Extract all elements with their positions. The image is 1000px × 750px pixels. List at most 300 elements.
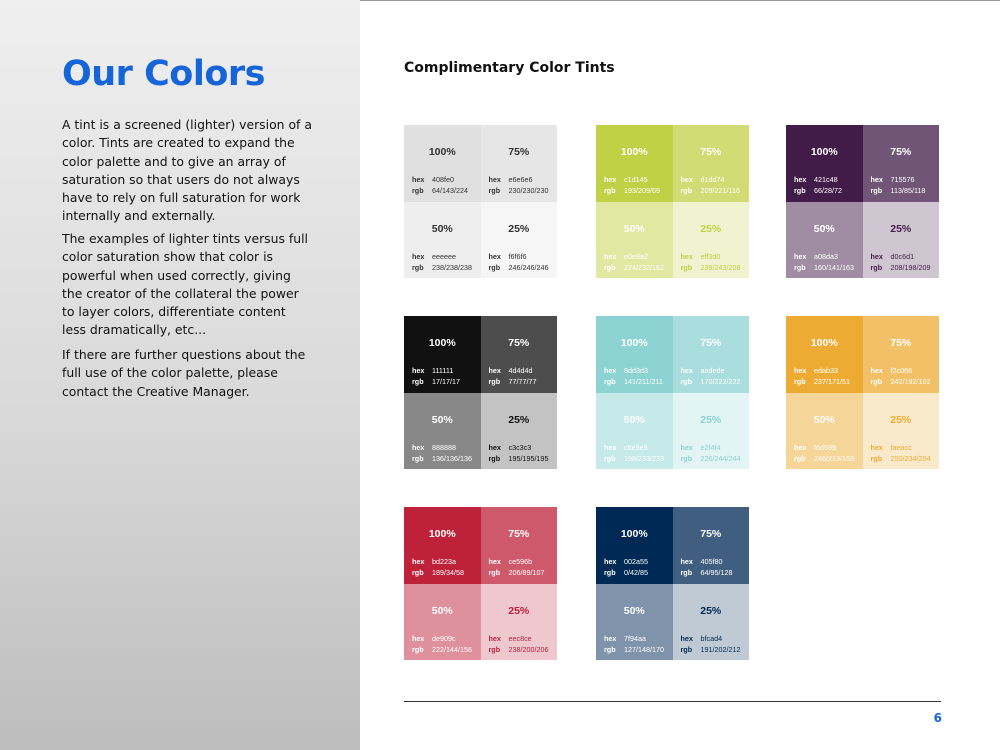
hex-value: c6e9e9	[624, 442, 648, 452]
hex-value: a08da3	[814, 251, 838, 261]
rgb-value: 238/200/206	[508, 644, 549, 654]
hex-value: faeacc	[890, 442, 912, 452]
rgb-value: 242/192/102	[890, 377, 931, 386]
hex-row	[681, 633, 741, 644]
rgb-label: rgb	[604, 377, 616, 386]
color-tile	[404, 584, 481, 661]
hex-value: bd223a	[432, 557, 456, 566]
hex-value: f6f6f6	[508, 251, 527, 261]
color-values	[604, 174, 660, 196]
tint-percent: 75%	[700, 528, 722, 540]
rgb-value: 17/17/17	[432, 377, 460, 386]
palette-light-gray	[404, 125, 557, 278]
color-values	[871, 251, 931, 273]
hex-label: hex	[680, 251, 693, 261]
hex-row	[681, 442, 741, 453]
color-tile	[863, 202, 940, 279]
hex-row	[871, 174, 926, 185]
tint-percent: 100%	[428, 528, 456, 540]
color-tile	[673, 507, 750, 584]
tint-percent: 75%	[508, 146, 530, 158]
hex-value: 4d4d4d	[508, 366, 533, 375]
hex-row	[604, 174, 660, 185]
hex-row	[794, 442, 854, 453]
color-tile	[481, 507, 558, 584]
rgb-value: 226/244/244	[700, 453, 741, 463]
rgb-row	[604, 185, 660, 196]
rgb-label: rgb	[604, 644, 616, 654]
tint-percent: 50%	[431, 604, 453, 617]
color-tile	[786, 202, 863, 279]
color-values	[681, 442, 741, 464]
tint-percent: 50%	[431, 413, 453, 426]
hex-row	[412, 174, 468, 185]
rgb-label: rgb	[870, 453, 883, 463]
hex-value: e6e6e6	[508, 175, 533, 184]
palette-purple	[786, 125, 939, 278]
rgb-label: rgb	[604, 262, 616, 272]
rgb-label: rgb	[412, 453, 424, 463]
hex-label: hex	[604, 366, 617, 375]
palette-lime	[596, 125, 749, 278]
color-values	[412, 365, 460, 387]
examples-paragraph: The examples of lighter tints versus full color saturation show that color is powerful when used correctly, giving the creator of the collateral the power to layer colors, differentiate content less dramatically, etc...	[62, 231, 308, 338]
hex-value: bfcad4	[700, 633, 723, 643]
tint-percent: 75%	[700, 337, 722, 349]
color-tile	[673, 202, 750, 279]
hex-row	[794, 365, 850, 376]
rgb-row	[681, 567, 733, 578]
hex-value: d0c6d1	[890, 251, 915, 261]
color-tile	[481, 125, 558, 202]
hex-row	[489, 556, 545, 567]
hex-value: de909c	[432, 633, 456, 643]
rgb-label: rgb	[794, 186, 806, 195]
color-values	[871, 442, 931, 464]
rgb-value: 66/28/72	[814, 186, 842, 195]
rgb-row	[794, 453, 854, 464]
rgb-row	[412, 567, 464, 578]
color-values	[794, 251, 854, 273]
section-subtitle: Complimentary Color Tints	[404, 60, 615, 76]
hex-value: eec8ce	[508, 633, 532, 643]
hex-row	[871, 442, 931, 453]
rgb-row	[871, 453, 931, 464]
color-values	[604, 442, 664, 464]
rgb-value: 127/148/170	[624, 644, 664, 654]
rgb-value: 160/141/163	[814, 262, 854, 272]
color-values	[681, 251, 741, 273]
hex-row	[412, 365, 460, 376]
color-values	[489, 442, 549, 464]
tint-percent: 100%	[620, 528, 648, 540]
hex-label: hex	[488, 251, 501, 261]
page-number: 6	[933, 711, 942, 725]
color-values	[604, 633, 664, 655]
color-tile	[786, 125, 863, 202]
rgb-label: rgb	[488, 186, 501, 195]
hex-value: 408fe0	[432, 175, 454, 184]
tint-percent: 100%	[620, 337, 648, 349]
hex-row	[604, 633, 664, 644]
rgb-value: 238/238/238	[432, 262, 472, 272]
color-values	[604, 251, 664, 273]
hex-label: hex	[680, 633, 693, 643]
page-title: Our Colors	[62, 54, 265, 94]
tint-percent: 75%	[508, 528, 530, 540]
rgb-label: rgb	[412, 262, 424, 272]
color-tile	[863, 316, 940, 393]
hex-row	[604, 251, 664, 262]
rgb-row	[412, 262, 472, 273]
tint-percent: 50%	[623, 413, 645, 426]
color-values	[412, 442, 472, 464]
rgb-row	[794, 262, 854, 273]
rgb-label: rgb	[680, 568, 693, 577]
hex-value: aadede	[700, 366, 725, 375]
color-tile	[596, 125, 673, 202]
color-tile	[673, 125, 750, 202]
rgb-value: 113/85/118	[890, 186, 926, 195]
rgb-value: 189/34/58	[432, 568, 464, 577]
hex-label: hex	[412, 251, 425, 261]
rgb-row	[794, 376, 850, 387]
hex-row	[794, 251, 854, 262]
color-values	[489, 365, 537, 387]
hex-label: hex	[604, 175, 617, 184]
color-values	[412, 174, 468, 196]
hex-label: hex	[680, 175, 693, 184]
color-tile	[596, 316, 673, 393]
tint-percent: 75%	[890, 337, 912, 349]
rgb-row	[412, 644, 472, 655]
color-values	[604, 556, 648, 578]
color-tile	[673, 393, 750, 470]
contact-paragraph: If there are further questions about the full use of the color palette, please contact the Creative Manager.	[62, 347, 306, 399]
tint-percent: 25%	[700, 413, 722, 426]
tint-percent: 25%	[890, 413, 912, 426]
top-rule	[360, 0, 1000, 1]
hex-label: hex	[488, 557, 501, 566]
color-values	[871, 174, 926, 196]
color-values	[489, 251, 549, 273]
rgb-row	[489, 376, 537, 387]
tint-percent: 50%	[623, 604, 645, 617]
tint-percent: 100%	[620, 146, 648, 158]
hex-value: 111111	[432, 366, 454, 375]
rgb-label: rgb	[488, 644, 501, 654]
hex-value: 7f94aa	[624, 633, 646, 643]
tint-percent: 50%	[813, 413, 835, 426]
hex-label: hex	[604, 557, 617, 566]
rgb-row	[489, 453, 549, 464]
rgb-row	[604, 453, 664, 464]
rgb-value: 237/171/51	[814, 377, 850, 386]
hex-row	[871, 365, 931, 376]
color-values	[681, 174, 740, 196]
rgb-label: rgb	[488, 377, 501, 386]
rgb-value: 250/234/204	[890, 453, 931, 463]
rgb-value: 77/77/77	[508, 377, 537, 386]
rgb-value: 222/144/156	[432, 644, 472, 654]
color-values	[489, 633, 549, 655]
hex-label: hex	[870, 175, 883, 184]
color-tile	[673, 316, 750, 393]
rgb-row	[794, 185, 842, 196]
hex-value: 8dd3d3	[624, 366, 648, 375]
hex-label: hex	[870, 251, 883, 261]
hex-label: hex	[412, 442, 425, 452]
hex-label: hex	[794, 442, 807, 452]
rgb-label: rgb	[870, 186, 883, 195]
hex-label: hex	[488, 633, 501, 643]
hex-value: 715576	[890, 175, 915, 184]
hex-label: hex	[680, 366, 693, 375]
color-tile	[404, 125, 481, 202]
tint-percent: 50%	[813, 222, 835, 235]
rgb-row	[681, 376, 741, 387]
color-values	[604, 365, 663, 387]
rgb-value: 0/42/85	[624, 568, 648, 577]
rgb-row	[412, 185, 468, 196]
hex-value: eff3d0	[700, 251, 721, 261]
hex-value: f2c066	[890, 366, 913, 375]
hex-value: d1dd74	[700, 175, 725, 184]
rgb-label: rgb	[680, 453, 693, 463]
rgb-row	[412, 376, 460, 387]
hex-row	[681, 174, 740, 185]
rgb-value: 195/195/195	[508, 453, 549, 463]
color-tile	[786, 393, 863, 470]
rgb-label: rgb	[680, 377, 693, 386]
color-values	[412, 633, 472, 655]
rgb-value: 64/143/224	[432, 186, 468, 195]
hex-row	[604, 442, 664, 453]
rgb-label: rgb	[488, 568, 501, 577]
rgb-value: 141/211/211	[624, 377, 663, 386]
hex-row	[489, 365, 537, 376]
intro-paragraph: A tint is a screened (lighter) version of a color. Tints are created to expand the color palette and to give an array of saturation so that users do not always have to rely on full saturation for work internally and externally.	[62, 117, 312, 224]
rgb-label: rgb	[680, 262, 693, 272]
rgb-label: rgb	[794, 377, 806, 386]
hex-value: e2f4f4	[700, 442, 721, 452]
color-values	[681, 633, 741, 655]
rgb-label: rgb	[488, 262, 501, 272]
hex-row	[412, 633, 472, 644]
color-values	[412, 251, 472, 273]
rgb-row	[681, 453, 741, 464]
color-tile	[404, 202, 481, 279]
rgb-label: rgb	[412, 377, 424, 386]
color-tile	[481, 202, 558, 279]
color-tile	[404, 393, 481, 470]
rgb-row	[489, 262, 549, 273]
color-values	[489, 556, 545, 578]
rgb-value: 239/243/208	[700, 262, 741, 272]
color-values	[871, 365, 931, 387]
rgb-label: rgb	[488, 453, 501, 463]
hex-label: hex	[680, 442, 693, 452]
hex-row	[489, 633, 549, 644]
hex-label: hex	[794, 251, 807, 261]
tint-percent: 25%	[890, 222, 912, 235]
color-tile	[481, 316, 558, 393]
hex-label: hex	[794, 366, 807, 375]
hex-row	[412, 556, 464, 567]
hex-label: hex	[488, 175, 501, 184]
rgb-row	[871, 376, 931, 387]
tint-percent: 25%	[508, 413, 530, 426]
hex-row	[412, 251, 472, 262]
rgb-value: 206/89/107	[508, 568, 545, 577]
rgb-label: rgb	[604, 186, 616, 195]
footer-rule	[404, 701, 941, 702]
hex-row	[412, 442, 472, 453]
palette-orange	[786, 316, 939, 469]
rgb-label: rgb	[794, 262, 806, 272]
rgb-row	[604, 644, 664, 655]
hex-value: 888888	[432, 442, 456, 452]
tint-percent: 25%	[508, 604, 530, 617]
hex-label: hex	[488, 442, 501, 452]
rgb-row	[412, 453, 472, 464]
rgb-row	[681, 644, 741, 655]
rgb-value: 136/136/136	[432, 453, 472, 463]
color-tile	[404, 507, 481, 584]
hex-label: hex	[794, 175, 807, 184]
tint-percent: 50%	[623, 222, 645, 235]
hex-value: e0e8a2	[624, 251, 648, 261]
rgb-value: 191/202/212	[700, 644, 741, 654]
rgb-row	[604, 262, 664, 273]
hex-label: hex	[870, 366, 883, 375]
hex-label: hex	[604, 251, 617, 261]
color-values	[794, 365, 850, 387]
rgb-value: 170/222/222	[700, 377, 741, 386]
tint-percent: 25%	[508, 222, 530, 235]
palette-navy	[596, 507, 749, 660]
palette-black	[404, 316, 557, 469]
palette-aqua	[596, 316, 749, 469]
sidebar	[0, 0, 360, 750]
color-values	[794, 174, 842, 196]
color-tile	[786, 316, 863, 393]
rgb-value: 230/230/230	[508, 186, 549, 195]
color-tile	[596, 202, 673, 279]
rgb-label: rgb	[604, 453, 616, 463]
rgb-value: 246/246/246	[508, 262, 549, 272]
rgb-label: rgb	[680, 186, 693, 195]
color-tile	[596, 393, 673, 470]
rgb-label: rgb	[412, 186, 424, 195]
hex-label: hex	[870, 442, 883, 452]
hex-row	[489, 442, 549, 453]
rgb-row	[489, 644, 549, 655]
hex-row	[604, 365, 663, 376]
hex-row	[604, 556, 648, 567]
rgb-row	[604, 567, 648, 578]
tint-percent: 25%	[700, 604, 722, 617]
rgb-value: 224/232/162	[624, 262, 664, 272]
rgb-value: 208/198/209	[890, 262, 931, 272]
hex-value: c1d145	[624, 175, 648, 184]
rgb-label: rgb	[412, 568, 424, 577]
hex-value: 002a55	[624, 557, 648, 566]
tint-percent: 75%	[890, 146, 912, 158]
rgb-label: rgb	[604, 568, 616, 577]
tint-percent: 50%	[431, 222, 453, 235]
hex-value: 405f80	[700, 557, 723, 566]
color-tile	[481, 393, 558, 470]
hex-row	[681, 365, 741, 376]
hex-label: hex	[488, 366, 501, 375]
rgb-row	[871, 262, 931, 273]
color-tile	[404, 316, 481, 393]
hex-value: c3c3c3	[508, 442, 532, 452]
palette-red	[404, 507, 557, 660]
hex-label: hex	[412, 366, 425, 375]
tint-percent: 100%	[428, 146, 456, 158]
hex-label: hex	[412, 633, 425, 643]
color-values	[412, 556, 464, 578]
hex-value: edab33	[814, 366, 838, 375]
hex-row	[871, 251, 931, 262]
rgb-label: rgb	[680, 644, 693, 654]
rgb-label: rgb	[412, 644, 424, 654]
tint-percent: 75%	[508, 337, 530, 349]
color-values	[489, 174, 549, 196]
rgb-value: 209/221/116	[700, 186, 740, 195]
rgb-label: rgb	[794, 453, 806, 463]
rgb-row	[871, 185, 926, 196]
hex-row	[489, 174, 549, 185]
hex-label: hex	[412, 175, 425, 184]
hex-label: hex	[680, 557, 693, 566]
hex-value: f6d599	[814, 442, 836, 452]
color-tile	[596, 584, 673, 661]
color-tile	[673, 584, 750, 661]
hex-row	[681, 251, 741, 262]
rgb-value: 198/233/233	[624, 453, 664, 463]
tint-percent: 75%	[700, 146, 722, 158]
color-values	[681, 365, 741, 387]
color-tile	[481, 584, 558, 661]
color-tile	[863, 393, 940, 470]
color-values	[681, 556, 733, 578]
tint-percent: 100%	[810, 337, 838, 349]
hex-label: hex	[412, 557, 425, 566]
rgb-label: rgb	[870, 262, 883, 272]
rgb-value: 246/213/153	[814, 453, 854, 463]
rgb-label: rgb	[870, 377, 883, 386]
hex-label: hex	[604, 442, 617, 452]
rgb-row	[489, 567, 545, 578]
rgb-row	[489, 185, 549, 196]
hex-label: hex	[604, 633, 617, 643]
rgb-row	[604, 376, 663, 387]
rgb-value: 193/209/69	[624, 186, 660, 195]
rgb-row	[681, 262, 741, 273]
hex-row	[489, 251, 549, 262]
hex-value: 421c48	[814, 175, 838, 184]
hex-row	[681, 556, 733, 567]
color-tile	[863, 125, 940, 202]
rgb-row	[681, 185, 740, 196]
tint-percent: 100%	[810, 146, 838, 158]
rgb-value: 64/95/128	[700, 568, 733, 577]
color-values	[794, 442, 854, 464]
hex-row	[794, 174, 842, 185]
